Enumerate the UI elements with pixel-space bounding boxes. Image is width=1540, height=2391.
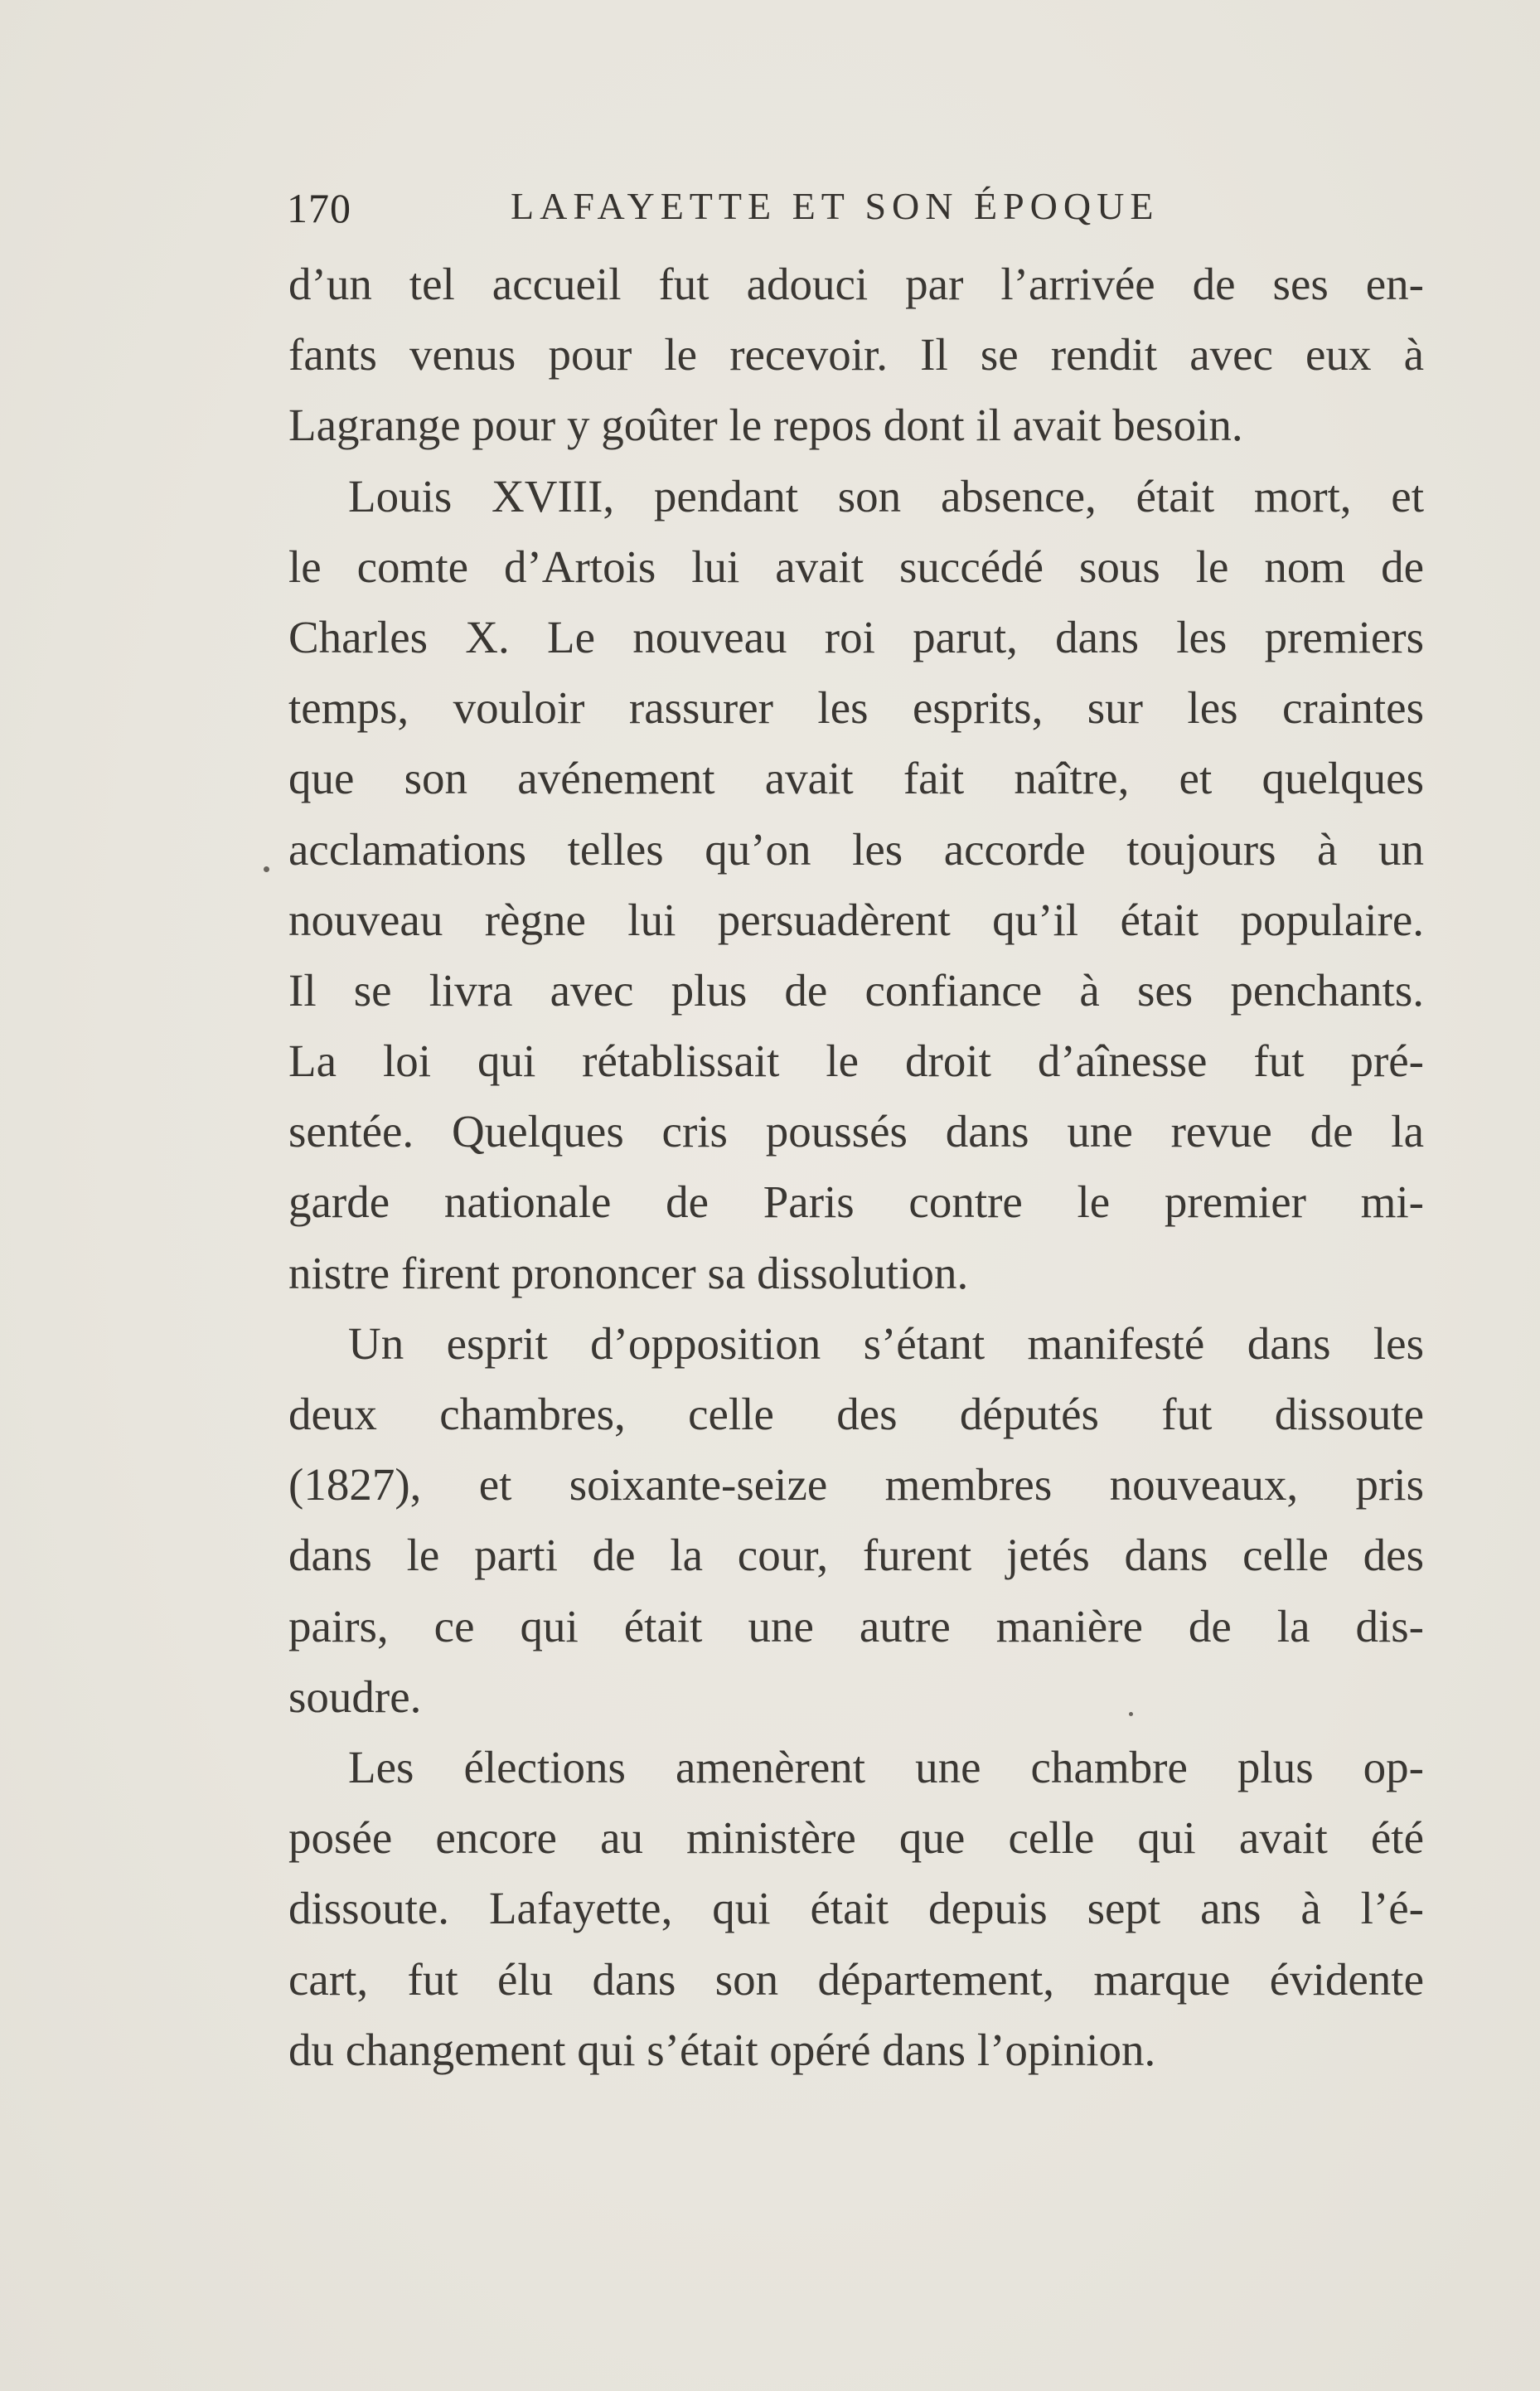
text-line: La loi qui rétablissait le droit d’aînesse fut pré- (288, 1035, 1424, 1087)
text-line: (1827), et soixante-seize membres nouveaux, pris (288, 1459, 1424, 1511)
text-line: Un esprit d’opposition s’étant manifesté dans les (348, 1317, 1424, 1369)
text-line: fants venus pour le recevoir. Il se rendit avec eux à (288, 329, 1424, 381)
text-line: acclamations telles qu’on les accorde toujours à un (288, 823, 1424, 875)
text-line: Louis XVIII, pendant son absence, était mort, et (348, 470, 1424, 521)
text-line: garde nationale de Paris contre le premier mi- (288, 1176, 1424, 1228)
text-line: deux chambres, celle des députés fut dissoute (288, 1389, 1424, 1439)
text-line: Lagrange pour y goûter le repos dont il avait besoin. (288, 400, 1243, 451)
text-line: Charles X. Le nouveau roi parut, dans les premiers (288, 611, 1424, 662)
text-line: du changement qui s’était opéré dans l’opinion. (288, 2024, 1156, 2075)
text-line: le comte d’Artois lui avait succédé sous le nom de (288, 541, 1424, 592)
text-line: posée encore au ministère que celle qui avait été (288, 1812, 1424, 1864)
text-line: temps, vouloir rassurer les esprits, sur les craintes (288, 682, 1424, 734)
page-header (287, 184, 1190, 234)
page-number: 170 (287, 185, 351, 231)
paper-speck (264, 866, 269, 872)
text-line: sentée. Quelques cris poussés dans une revue de la (288, 1106, 1424, 1157)
text-line: d’un tel accueil fut adouci par l’arrivée de ses en- (288, 259, 1424, 309)
text-line: dissoute. Lafayette, qui était depuis sept ans à l’é- (288, 1883, 1424, 1934)
text-line: nouveau règne lui persuadèrent qu’il était populaire. (288, 894, 1424, 945)
text-line: cart, fut élu dans son département, marque évidente (288, 1953, 1424, 2005)
text-line: que son avénement avait fait naître, et quelques (288, 753, 1424, 804)
body-text (288, 249, 1424, 2085)
text-line: Il se livra avec plus de confiance à ses penchants. (288, 964, 1424, 1016)
text-line: Les élections amenèrent une chambre plus op- (348, 1741, 1424, 1792)
text-line: nistre firent prononcer sa dissolution. (288, 1247, 969, 1298)
text-line: pairs, ce qui était une autre manière de la dis- (288, 1600, 1424, 1651)
text-line: soudre. (288, 1671, 422, 1722)
running-title: LAFAYETTE ET SON ÉPOQUE (511, 185, 1160, 227)
paper-speck (1129, 1712, 1133, 1716)
text-line: dans le parti de la cour, furent jetés dans celle des (288, 1530, 1424, 1581)
